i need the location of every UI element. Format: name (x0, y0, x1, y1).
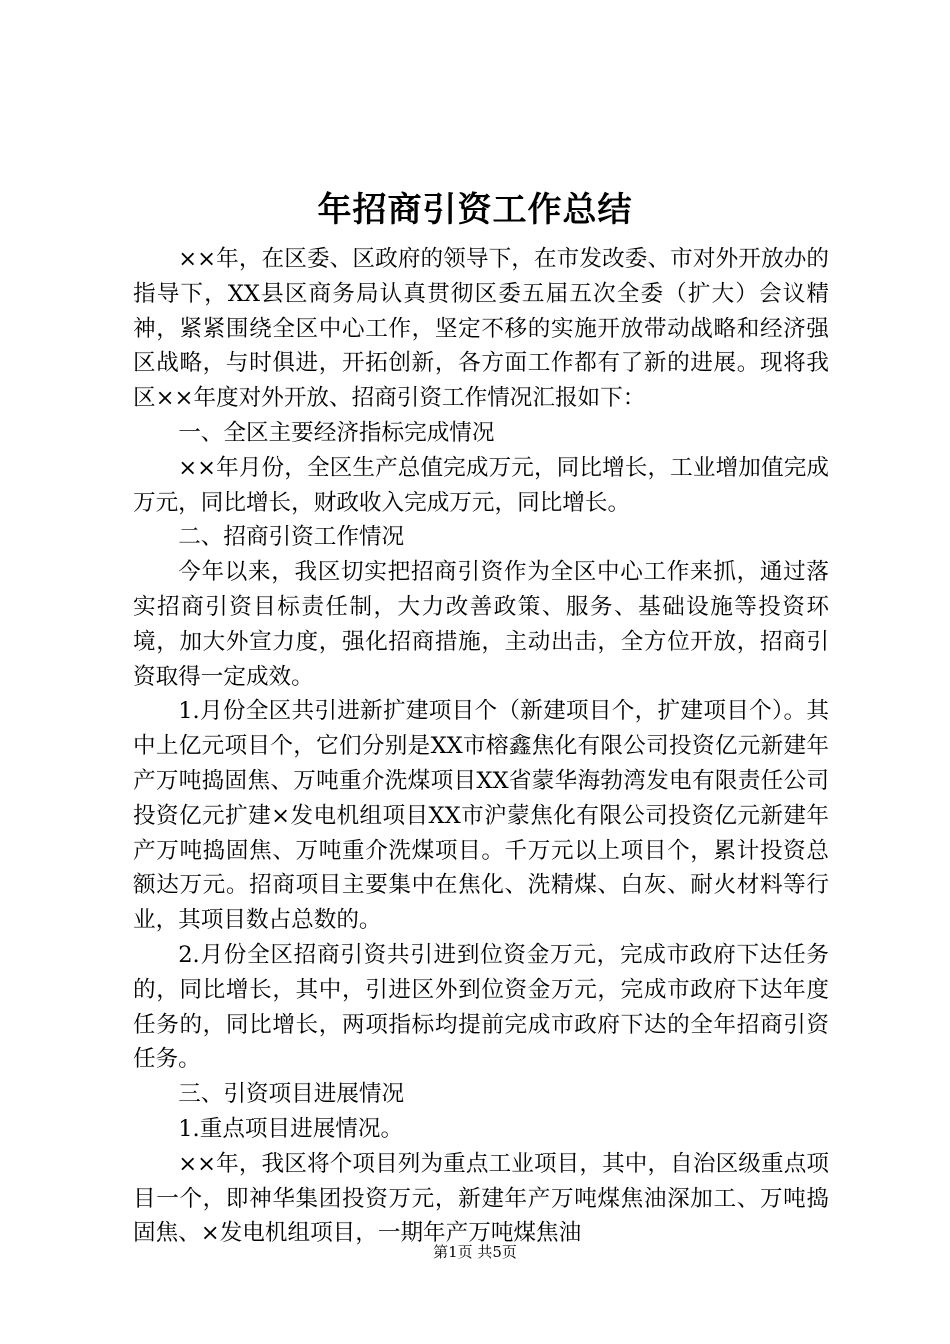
paragraph-investment-overview: 今年以来，我区切实把招商引资作为全区中心工作来抓，通过落实招商引资目标责任制，大力改善政策、服务、基础设施等投资环境，加大外宣力度，强化招商措施，主动出击，全方位开放，招商引资取得一定成效。 (133, 559, 829, 690)
paragraph-key-projects: ××年，我区将个项目列为重点工业项目，其中，自治区级重点项目一个，即神华集团投资万元，新建年产万吨煤焦油深加工、万吨捣固焦、×发电机组项目，一期年产万吨煤焦油 (133, 1150, 829, 1247)
paragraph-item-2: 2.月份全区招商引资共引进到位资金万元，完成市政府下达任务的，同比增长，其中，引进区外到位资金万元，完成市政府下达年度任务的，同比增长，两项指标均提前完成市政府下达的全年招商引资任务。 (133, 941, 829, 1073)
page-number: 第1页 共5页 (433, 1243, 517, 1261)
subheading-key-projects: 1.重点项目进展情况。 (178, 1115, 404, 1142)
section-heading-3: 三、引资项目进展情况 (178, 1081, 405, 1108)
section-heading-1: 一、全区主要经济指标完成情况 (178, 419, 495, 446)
document-body (133, 242, 829, 1251)
section-heading-2: 二、招商引资工作情况 (178, 524, 405, 551)
document-title: 年招商引资工作总结 (317, 190, 633, 230)
paragraph-item-1: 1.月份全区共引进新扩建项目个（新建项目个，扩建项目个）。其中上亿元项目个，它们分别是XX市榕鑫焦化有限公司投资亿元新建年产万吨捣固焦、万吨重介洗煤项目XX省蒙华海勃湾发电有限责任公司投资亿元扩建×发电机组项目XX市沪蒙焦化有限公司投资亿元新建年产万吨捣固焦、万吨重介洗煤项目。千万元以上项目个，累计投资总额达万元。招商项目主要集中在焦化、洗精煤、白灰、耐火材料等行业，其项目数占总数的。 (133, 698, 829, 934)
paragraph-indicators: ××年月份，全区生产总值完成万元，同比增长，工业增加值完成万元，同比增长，财政收入完成万元，同比增长。 (133, 454, 829, 516)
paragraph-intro: ××年，在区委、区政府的领导下，在市发改委、市对外开放办的指导下，XX县区商务局认真贯彻区委五届五次全委（扩大）会议精神，紧紧围绕全区中心工作，坚定不移的实施开放带动战略和经济强区战略，与时俱进，开拓创新，各方面工作都有了新的进展。现将我区××年度对外开放、招商引资工作情况汇报如下： (133, 246, 829, 412)
